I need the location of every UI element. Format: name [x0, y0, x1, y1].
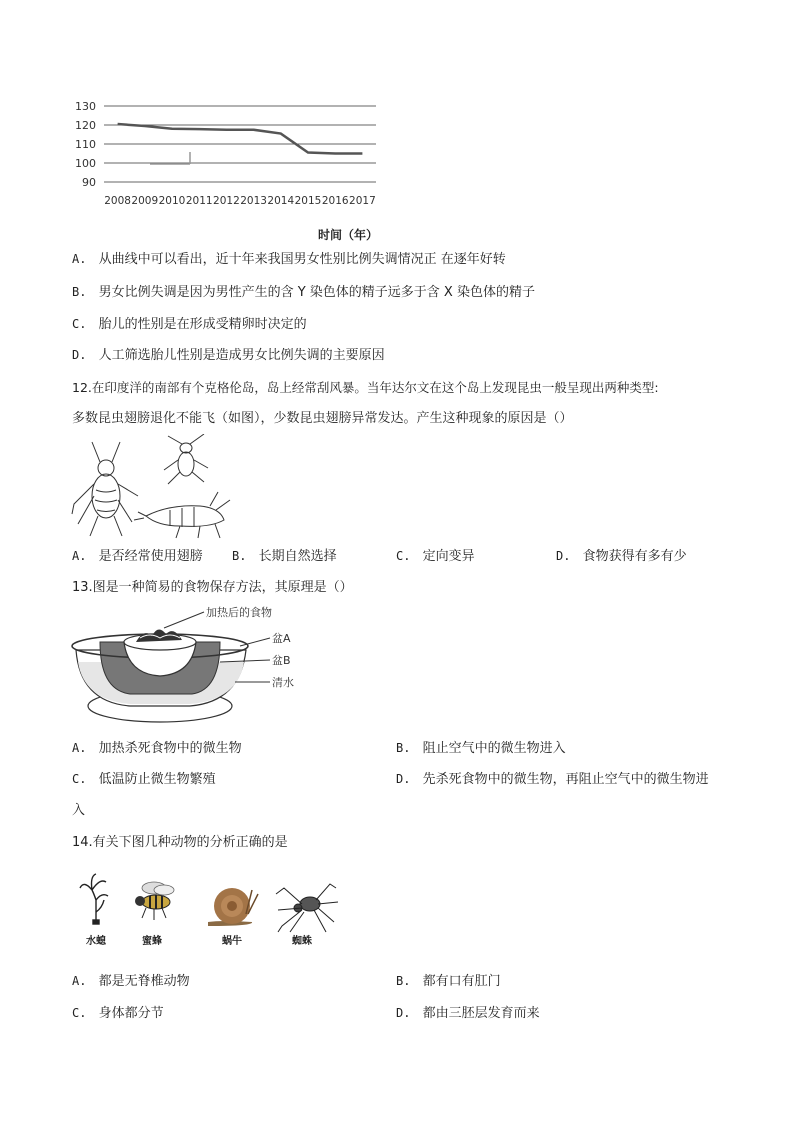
label-basin-b: 盆B: [272, 654, 291, 667]
q11-option-c[interactable]: [72, 315, 307, 334]
option-text: 先杀死食物中的微生物，再阻止空气中的微生物进: [422, 772, 709, 787]
bee-figure: [135, 882, 174, 920]
q11-option-a[interactable]: [72, 250, 506, 269]
option-text: 男女比例失调是因为男性产生的含 Y 染色体的精子远多于含 X 染色体的精子: [98, 285, 535, 300]
q13-option-a[interactable]: [72, 739, 242, 758]
q13-option-c[interactable]: [72, 770, 216, 789]
chart-x-tick-label: 2015: [294, 195, 322, 207]
chart-y-tick-label: 110: [75, 138, 96, 151]
option-label: A.: [72, 741, 87, 755]
animal-label-snail: 蜗牛: [222, 936, 242, 947]
option-text: 低温防止微生物繁殖: [98, 772, 216, 787]
q11-option-d[interactable]: [72, 346, 385, 365]
chart-x-tick-label: 2009: [131, 195, 159, 207]
hydra-figure: [80, 874, 108, 924]
option-label: C.: [72, 772, 87, 786]
animal-label-spider: 蜘蛛: [292, 936, 312, 947]
q12-option-c[interactable]: [396, 547, 475, 566]
option-label: B.: [72, 285, 87, 299]
option-label: B.: [232, 549, 247, 563]
chart-y-tick-label: 100: [75, 157, 96, 170]
chart-x-tick-label: 2011: [185, 195, 213, 207]
option-text: 加热杀死食物中的微生物: [98, 741, 242, 756]
q13-option-d-continuation: 入: [72, 803, 86, 818]
option-text: 都是无脊椎动物: [98, 974, 190, 989]
chart-y-tick-label: 120: [75, 119, 96, 132]
q12-stem-line2: 多数昆虫翅膀退化不能飞（如图），少数昆虫翅膀异常发达。产生这种现象的原因是（）: [72, 411, 573, 426]
option-text: 食物获得有多有少: [582, 549, 687, 564]
animals-illustration: [72, 870, 342, 950]
option-label: C.: [72, 1006, 87, 1020]
option-text: 都有口有肛门: [422, 974, 501, 989]
chart-y-tick-label: 130: [75, 100, 96, 113]
q12-stem-line1: 12.在印度洋的南部有个克格伦岛，岛上经常刮风暴。当年达尔文在这个岛上发现昆虫一般呈现出两种类型:: [72, 380, 659, 395]
option-label: B.: [396, 741, 411, 755]
option-text: 胎儿的性别是在形成受精卵时决定的: [98, 317, 307, 332]
option-label: C.: [72, 317, 87, 331]
option-label: C.: [396, 549, 411, 563]
q13-option-b[interactable]: [396, 739, 566, 758]
chart-x-tick-label: 2017: [349, 195, 376, 207]
option-text: 长期自然选择: [258, 549, 337, 564]
label-basin-a: 盆A: [272, 632, 291, 645]
label-food: 加热后的食物: [206, 606, 272, 619]
q14-option-a[interactable]: [72, 972, 190, 991]
q14-stem: 14.有关下图几种动物的分析正确的是: [72, 835, 288, 850]
option-text: 定向变异: [422, 549, 475, 564]
option-text: 身体都分节: [98, 1006, 164, 1021]
q14-option-b[interactable]: [396, 972, 501, 991]
animal-label-bee: 蜜蜂: [142, 936, 162, 947]
option-text: 都由三胚层发育而来: [422, 1006, 540, 1021]
option-label: A.: [72, 549, 87, 563]
option-text: 人工筛选胎儿性别是造成男女比例失调的主要原因: [98, 348, 385, 363]
option-label: D.: [72, 348, 87, 362]
option-text: 从曲线中可以看出，近十年来我国男女性别比例失调情况正 在逐年好转: [98, 252, 506, 267]
chart-x-tick-label: 2008: [104, 195, 131, 207]
chart-x-tick-label: 2013: [240, 195, 267, 207]
q12-option-a[interactable]: [72, 547, 203, 566]
label-water: 清水: [272, 676, 294, 689]
option-label: D.: [396, 1006, 411, 1020]
option-label: D.: [396, 772, 411, 786]
q11-option-b[interactable]: [72, 283, 535, 302]
option-text: 是否经常使用翅膀: [98, 549, 203, 564]
food-preservation-diagram: [70, 602, 320, 732]
option-label: D.: [556, 549, 571, 563]
q14-option-d[interactable]: [396, 1004, 540, 1023]
q12-option-b[interactable]: [232, 547, 337, 566]
chart-x-tick-label: 2010: [158, 195, 186, 207]
option-label: A.: [72, 974, 87, 988]
q12-option-d[interactable]: [556, 547, 687, 566]
snail-figure: [208, 888, 258, 926]
option-label: B.: [396, 974, 411, 988]
option-label: A.: [72, 252, 87, 266]
q13-option-d[interactable]: [396, 770, 709, 789]
insect-illustration: [70, 434, 235, 540]
q14-option-c[interactable]: [72, 1004, 164, 1023]
option-text: 阻止空气中的微生物进入: [422, 741, 566, 756]
spider-figure: [276, 884, 338, 932]
animal-label-hydra: 水螅: [86, 936, 106, 947]
q13-stem: 13.图是一种简易的食物保存方法，其原理是（）: [72, 580, 353, 595]
chart-x-axis-label: 时间（年）: [318, 228, 379, 242]
chart-x-tick-label: 2014: [267, 195, 295, 207]
chart-x-tick-label: 2012: [213, 195, 240, 207]
chart-series-line: [118, 124, 363, 153]
chart-x-tick-label: 2016: [321, 195, 349, 207]
chart-y-tick-label: 90: [82, 176, 96, 189]
sex-ratio-chart: [60, 96, 400, 214]
